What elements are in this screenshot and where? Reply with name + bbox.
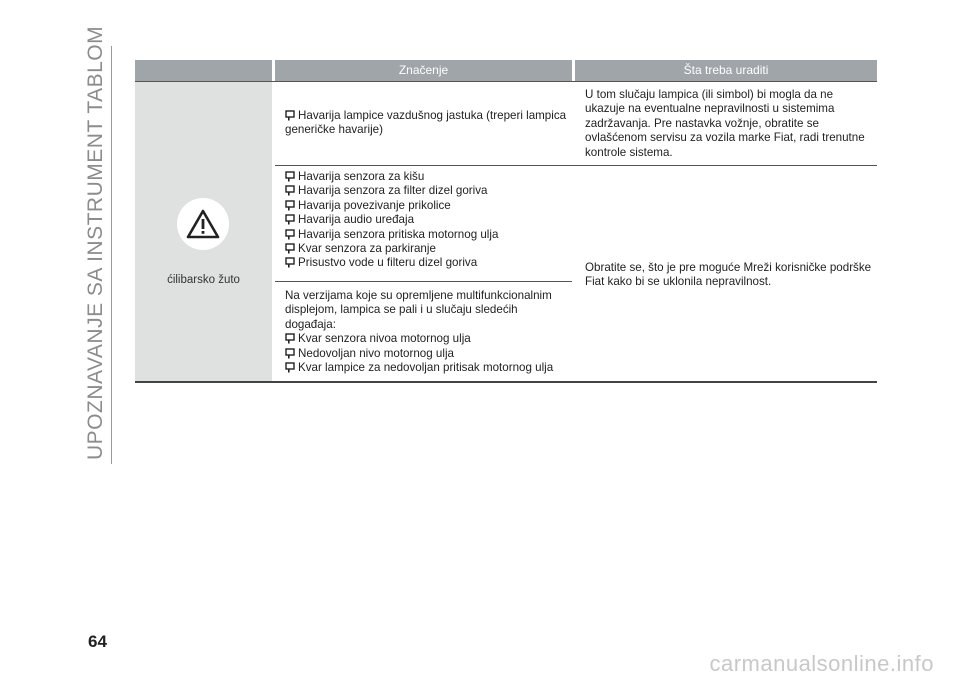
list-item-label: Prisustvo vode u filteru dizel goriva [298, 256, 478, 270]
footer-watermark: carmanualsonline.info [709, 651, 934, 676]
row1-action-line: ovlašćenom servisu za vozila marke Fiat, radi trenutne [585, 131, 865, 145]
bullet-icon [285, 229, 295, 240]
row3-meaning [285, 289, 570, 375]
list-item-label: Kvar senzora za parkiranje [298, 242, 436, 256]
table-bottom-rule [135, 381, 877, 383]
bullet-icon [285, 243, 295, 254]
list-item [285, 347, 570, 361]
list-item-label: Havarija senzora za filter dizel goriva [298, 184, 488, 198]
bullet-icon [285, 257, 295, 268]
header-action [575, 60, 877, 81]
row2-meaning-list [285, 170, 570, 271]
header-meaning [275, 60, 572, 81]
row1-meaning-line1: Havarija lampice vazdušnog jastuka (treperi lampica [298, 109, 567, 122]
row1-action-line: kontrole sistema. [585, 145, 673, 159]
row1-action-line: zadržavanja. Pre nastavka vožnje, obratite se [585, 116, 819, 130]
list-item-label: Kvar lampice za nedovoljan pritisak motornog ulja [298, 361, 554, 375]
row1-rule [275, 165, 877, 166]
row1-meaning [285, 109, 570, 138]
list-item [285, 228, 570, 242]
bullet-icon [285, 214, 295, 225]
list-item [285, 184, 570, 198]
list-item [285, 256, 570, 270]
bullet-icon [285, 110, 295, 121]
icon-cell [135, 82, 272, 381]
side-divider [111, 46, 112, 464]
header-meaning-label: Značenje [398, 63, 449, 77]
list-item-label: Havarija povezivanje prikolice [298, 198, 451, 212]
list-item [285, 213, 570, 227]
header-action-label: Šta treba uraditi [683, 63, 769, 77]
list-item-label: Havarija senzora za kišu [298, 170, 425, 183]
list-item [285, 170, 570, 184]
list-item-label: Havarija senzora pritiska motornog ulja [298, 227, 499, 241]
row1-action-line: U tom slučaju lampica (ili simbol) bi mogla da ne [585, 88, 834, 101]
page-number: 64 [88, 632, 107, 651]
row1-meaning-line2: generičke havarije) [285, 123, 383, 137]
row1-action-line: ukazuje na eventualne nepravilnosti u sistemima [585, 102, 835, 116]
bullet-icon [285, 185, 295, 196]
list-item [285, 332, 570, 346]
list-item-label: Kvar senzora nivoa motornog ulja [298, 332, 471, 346]
bullet-icon [285, 362, 295, 373]
list-item [285, 242, 570, 256]
bullet-icon [285, 333, 295, 344]
warning-triangle-icon [177, 198, 229, 250]
list-item [285, 361, 570, 375]
row3-intro-line: displejom, lampica se pali i u slučaju sledećih [285, 303, 518, 317]
row3-intro-line: Na verzijama koje su opremljene multifunkcionalnim [285, 289, 552, 302]
row1-action [585, 88, 877, 160]
list-item-label: Havarija audio uređaja [298, 213, 415, 227]
row2-action-line: Obratite se, što je pre moguće Mreži korisničke podrške [585, 261, 872, 274]
row2-action [585, 261, 877, 290]
bullet-icon [285, 171, 295, 182]
bullet-icon [285, 200, 295, 211]
list-item-label: Nedovoljan nivo motornog ulja [298, 346, 454, 360]
list-item [285, 199, 570, 213]
row2-action-line: Fiat kako bi se uklonila nepravilnost. [585, 275, 772, 289]
side-section-title: UPOZNAVANJE SA INSTRUMENT TABLOM [84, 25, 107, 460]
icon-color-caption: ćilibarsko žuto [167, 274, 240, 286]
bullet-icon [285, 348, 295, 359]
row2-rule [275, 281, 572, 282]
row3-intro-line: događaja: [285, 317, 336, 331]
header-icon-column [135, 60, 272, 81]
